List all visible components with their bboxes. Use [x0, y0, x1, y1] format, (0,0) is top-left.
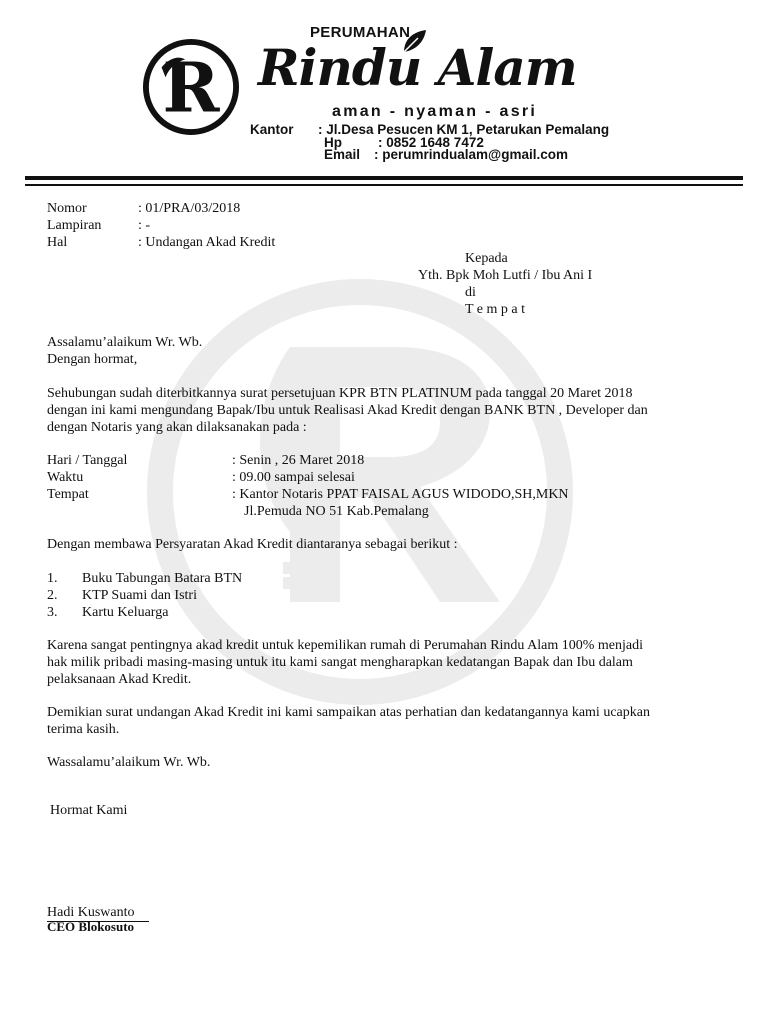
company-contact [250, 124, 609, 162]
paragraph-line: dengan Notaris yang akan dilaksanakan pada : [47, 420, 307, 435]
signatory-title: CEO Blokosuto [47, 919, 135, 934]
list-item-number: 3. [47, 605, 58, 620]
opening-hormat: Dengan hormat, [47, 352, 138, 367]
phone-label: Hp [324, 134, 342, 150]
recipient-tempat: T e m p a t [465, 302, 526, 317]
nomor-value: : 01/PRA/03/2018 [138, 201, 241, 216]
opening-salam: Assalamu’alaikum Wr. Wb. [47, 335, 203, 350]
paragraph-line: Sehubungan sudah diterbitkannya surat persetujuan KPR BTN PLATINUM pada tanggal 20 Maret 2018 [47, 386, 633, 401]
phone-number: : 0852 1648 7472 [378, 134, 484, 150]
company-prefix: PERUMAHAN [310, 24, 411, 41]
list-item-number: 2. [47, 588, 58, 603]
nomor-label: Nomor [47, 201, 87, 216]
list-item: KTP Suami dan Istri [82, 588, 197, 603]
letterhead [0, 0, 768, 190]
paragraph-line: Karena sangat pentingnya akad kredit untuk kepemilikan rumah di Perumahan Rindu Alam 100% menjadi [47, 638, 644, 653]
lampiran-value: : - [138, 218, 151, 233]
company-logo [142, 38, 240, 136]
list-item: Buku Tabungan Batara BTN [82, 571, 243, 586]
company-tagline: aman - nyaman - asri [332, 103, 538, 120]
date-label: Hari / Tanggal [47, 453, 128, 468]
recipient-name: Yth. Bpk Moh Lutfi / Ibu Ani I [418, 268, 593, 283]
paragraph-line: hak milik pribadi masing-masing untuk itu kami sangat mengharapkan kedatangan Bapak dan Ibu dalam [47, 655, 633, 670]
signatory-name: Hadi Kuswanto [47, 904, 149, 922]
place-address: Jl.Pemuda NO 51 Kab.Pemalang [244, 504, 429, 519]
paragraph-line: pelaksanaan Akad Kredit. [47, 672, 192, 687]
paragraph-line: dengan ini kami mengundang Bapak/Ibu untuk Realisasi Akad Kredit dengan BANK BTN , Developer dan [47, 403, 648, 418]
place-value: : Kantor Notaris PPAT FAISAL AGUS WIDODO,SH,MKN [232, 487, 569, 502]
closing-hormat: Hormat Kami [50, 803, 128, 818]
email-address: : perumrindualam@gmail.com [374, 147, 568, 162]
list-item-number: 1. [47, 571, 58, 586]
hal-label: Hal [47, 235, 68, 250]
logo-letter: R [162, 48, 220, 129]
list-item: Kartu Keluarga [82, 605, 169, 620]
time-value: : 09.00 sampai selesai [232, 470, 355, 485]
office-address: : Jl.Desa Pesucen KM 1, Petarukan Pemalang [318, 122, 610, 137]
header-rule-thin [25, 184, 743, 186]
office-label: Kantor [250, 122, 294, 137]
place-label: Tempat [47, 487, 89, 502]
company-name: Rindu Alam [258, 38, 577, 97]
paragraph-line: Demikian surat undangan Akad Kredit ini kami sampaikan atas perhatian dan kedatangannya kami ucapkan [47, 705, 650, 720]
time-label: Waktu [47, 470, 84, 485]
closing-salam: Wassalamu’alaikum Wr. Wb. [47, 755, 211, 770]
lampiran-label: Lampiran [47, 218, 102, 233]
recipient-di: di [465, 285, 476, 300]
requirements-intro: Dengan membawa Persyaratan Akad Kredit diantaranya sebagai berikut : [47, 537, 458, 552]
email-label: Email [324, 147, 361, 162]
header-rule-thick [25, 176, 743, 180]
date-value: : Senin , 26 Maret 2018 [232, 453, 365, 468]
paragraph-line: terima kasih. [47, 722, 120, 737]
hal-value: : Undangan Akad Kredit [138, 235, 276, 250]
recipient-kepada: Kepada [465, 251, 508, 266]
